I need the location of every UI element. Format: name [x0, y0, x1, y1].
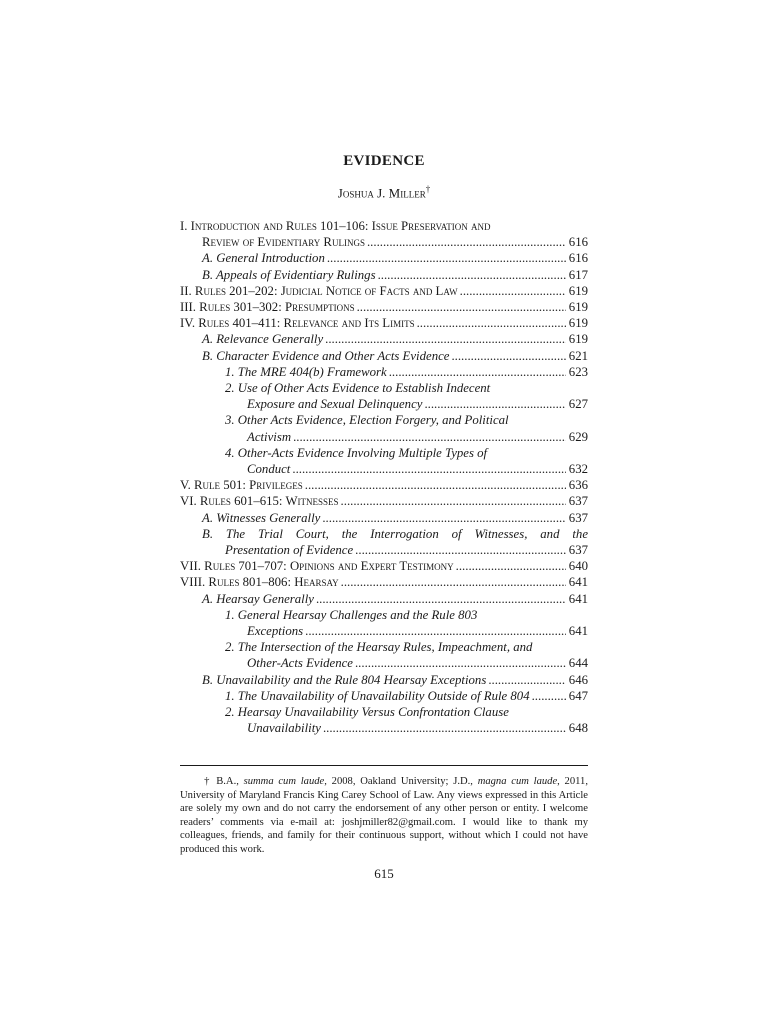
toc-page-number: 641	[568, 591, 588, 606]
toc-entry-6	[180, 493, 588, 509]
toc-entry-text: B. Character Evidence and Other Acts Evidence	[202, 348, 450, 363]
dot-leader	[305, 623, 566, 639]
toc-page-number: 617	[568, 267, 588, 282]
table-of-contents	[180, 218, 588, 737]
toc-entry-text: Conduct	[247, 462, 291, 477]
toc-entry-text: B. Unavailability and the Rule 804 Hearsay Exceptions	[202, 672, 487, 687]
toc-page-number: 637	[568, 543, 588, 558]
toc-page-number: 619	[568, 332, 588, 347]
footnote-honor: summa cum laude	[243, 776, 325, 787]
toc-entry-8a2	[180, 655, 588, 671]
dot-leader	[378, 267, 566, 283]
dot-leader	[417, 315, 566, 331]
dot-leader	[293, 429, 566, 445]
dot-leader	[389, 364, 566, 380]
toc-word: Interrogation	[370, 526, 439, 541]
dot-leader	[488, 672, 565, 688]
dot-leader	[424, 396, 565, 412]
toc-page-number: 648	[568, 721, 588, 736]
toc-entry-text: II. Rules 201–202: Judicial Notice of Facts and Law	[180, 283, 458, 298]
toc-entry-text: Unavailability	[247, 721, 321, 736]
toc-entry-8a1	[180, 623, 588, 639]
dot-leader	[460, 283, 566, 299]
toc-page-number: 616	[568, 251, 588, 266]
toc-page-number: 641	[568, 624, 588, 639]
dot-leader	[322, 510, 565, 526]
author-footnote	[180, 775, 588, 857]
toc-word: Trial	[257, 526, 283, 541]
toc-entry-text: Other-Acts Evidence	[247, 656, 353, 671]
toc-page-number: 627	[568, 397, 588, 412]
toc-entry-text: VI. Rules 601–615: Witnesses	[180, 494, 339, 509]
toc-word: Court,	[295, 526, 329, 541]
toc-entry-text: Presentation of Evidence	[225, 543, 354, 558]
toc-entry-text: 1. The Unavailability of Unavailability Outside of Rule 804	[225, 688, 530, 703]
toc-page-number: 641	[568, 575, 588, 590]
toc-entry-text: A. Witnesses Generally	[202, 510, 321, 525]
toc-word: of	[451, 526, 462, 541]
toc-entry-text: Exposure and Sexual Delinquency	[247, 397, 423, 412]
toc-page-number: 632	[568, 462, 588, 477]
toc-page-number: 637	[568, 510, 588, 525]
footnote-text: , 2008, Oakland University; J.D.,	[324, 776, 478, 787]
toc-entry-5	[180, 477, 588, 493]
footnote-honor: magna cum laude	[477, 776, 558, 787]
dot-leader	[456, 558, 566, 574]
dot-leader	[355, 542, 566, 558]
toc-entry-text: V. Rule 501: Privileges	[180, 478, 303, 493]
dot-leader	[327, 250, 566, 266]
toc-page-number: 646	[568, 672, 588, 687]
toc-entry-1-line2: Review of Evidentiary Rulings	[202, 235, 365, 250]
toc-page-number: 644	[568, 656, 588, 671]
footnote-mark: †	[202, 776, 212, 787]
toc-entry-8b	[180, 672, 588, 688]
toc-page-number: 636	[568, 478, 588, 493]
dot-leader	[292, 461, 565, 477]
footnote-text: B.A.,	[211, 776, 244, 787]
dot-leader	[357, 299, 566, 315]
toc-entry-8a	[180, 591, 588, 607]
toc-entry-1	[180, 234, 588, 250]
article-author	[0, 184, 768, 201]
dot-leader	[532, 688, 566, 704]
dot-leader	[323, 720, 566, 736]
toc-entry-8b1	[180, 688, 588, 704]
toc-entry-8a2-line1: 2. The Intersection of the Hearsay Rules, Impeachment, and	[225, 640, 533, 655]
toc-page-number: 619	[568, 300, 588, 315]
author-footnote-mark: †	[425, 184, 431, 194]
dot-leader	[316, 591, 566, 607]
toc-entry-1-line1: I. Introduction and Rules 101–106: Issue Preservation and	[180, 219, 491, 233]
toc-entry-4b2	[180, 396, 588, 412]
toc-word: the	[341, 526, 358, 541]
toc-entry-4b4-line1: 4. Other-Acts Evidence Involving Multiple Types of	[225, 445, 488, 460]
toc-entry-text: III. Rules 301–302: Presumptions	[180, 300, 355, 315]
toc-page-number: 621	[568, 348, 588, 363]
toc-page-number: 623	[568, 364, 588, 379]
toc-entry-4b3	[180, 429, 588, 445]
toc-page-number: 647	[568, 688, 588, 703]
toc-entry-2	[180, 283, 588, 299]
toc-entry-4b	[180, 348, 588, 364]
toc-entry-3	[180, 299, 588, 315]
toc-entry-6b	[180, 542, 588, 558]
toc-entry-text: Exceptions	[247, 624, 304, 639]
dot-leader	[305, 477, 566, 493]
toc-entry-text: 1. The MRE 404(b) Framework	[225, 364, 387, 379]
toc-entry-8b2	[180, 720, 588, 736]
page-number: 615	[374, 866, 394, 881]
toc-word: B.	[202, 526, 214, 541]
toc-word: the	[572, 526, 588, 541]
toc-entry-4b1	[180, 364, 588, 380]
toc-entry-4	[180, 315, 588, 331]
toc-entry-4b4	[180, 461, 588, 477]
dot-leader	[367, 234, 566, 250]
author-name: Joshua J. Miller	[337, 185, 426, 201]
toc-entry-4a	[180, 331, 588, 347]
dot-leader	[355, 655, 566, 671]
dot-leader	[341, 574, 566, 590]
toc-entry-8b2-line1: 2. Hearsay Unavailability Versus Confrontation Clause	[225, 705, 509, 720]
footnote-text: , 2011, University of Maryland Francis King Carey School of Law. Any views expressed in this Article are solely my own and do not carry the endorsement of any other person or entity. I welcome readers’ comments via e-mail at: joshjmiller82@gmail.com. I would like to thank my colleagues, friends, and family for their continuous support, without which I could not have produced this work.	[180, 776, 588, 855]
article-title: EVIDENCE	[343, 153, 425, 169]
toc-entry-text: VIII. Rules 801–806: Hearsay	[180, 575, 339, 590]
toc-entry-8	[180, 574, 588, 590]
toc-page-number: 616	[568, 235, 588, 250]
toc-entry-8a1-line1: 1. General Hearsay Challenges and the Rule 803	[225, 607, 478, 622]
toc-page-number: 619	[568, 283, 588, 298]
toc-entry-7	[180, 558, 588, 574]
toc-entry-text: VII. Rules 701–707: Opinions and Expert Testimony	[180, 559, 454, 574]
toc-page-number: 629	[568, 429, 588, 444]
toc-word: The	[225, 526, 246, 541]
footnote-divider	[180, 765, 588, 766]
toc-entry-text: A. Relevance Generally	[202, 332, 324, 347]
dot-leader	[325, 331, 566, 347]
toc-page-number: 619	[568, 316, 588, 331]
dot-leader	[451, 348, 565, 364]
dot-leader	[341, 493, 566, 509]
toc-entry-text: A. General Introduction	[202, 251, 325, 266]
toc-entry-text: A. Hearsay Generally	[202, 591, 314, 606]
toc-entry-4b3-line1: 3. Other Acts Evidence, Election Forgery, and Political	[225, 413, 509, 428]
toc-entry-6b-line1	[180, 526, 588, 542]
toc-entry-text: IV. Rules 401–411: Relevance and Its Limits	[180, 316, 415, 331]
toc-word: and	[540, 526, 560, 541]
toc-entry-text: Activism	[247, 429, 292, 444]
toc-page-number: 640	[568, 559, 588, 574]
toc-entry-1b	[180, 267, 588, 283]
toc-entry-1a	[180, 250, 588, 266]
toc-entry-4b2-line1: 2. Use of Other Acts Evidence to Establish Indecent	[225, 381, 491, 396]
toc-entry-text: B. Appeals of Evidentiary Rulings	[202, 267, 376, 282]
toc-word: Witnesses,	[474, 526, 528, 541]
toc-page-number: 637	[568, 494, 588, 509]
toc-entry-6a	[180, 510, 588, 526]
